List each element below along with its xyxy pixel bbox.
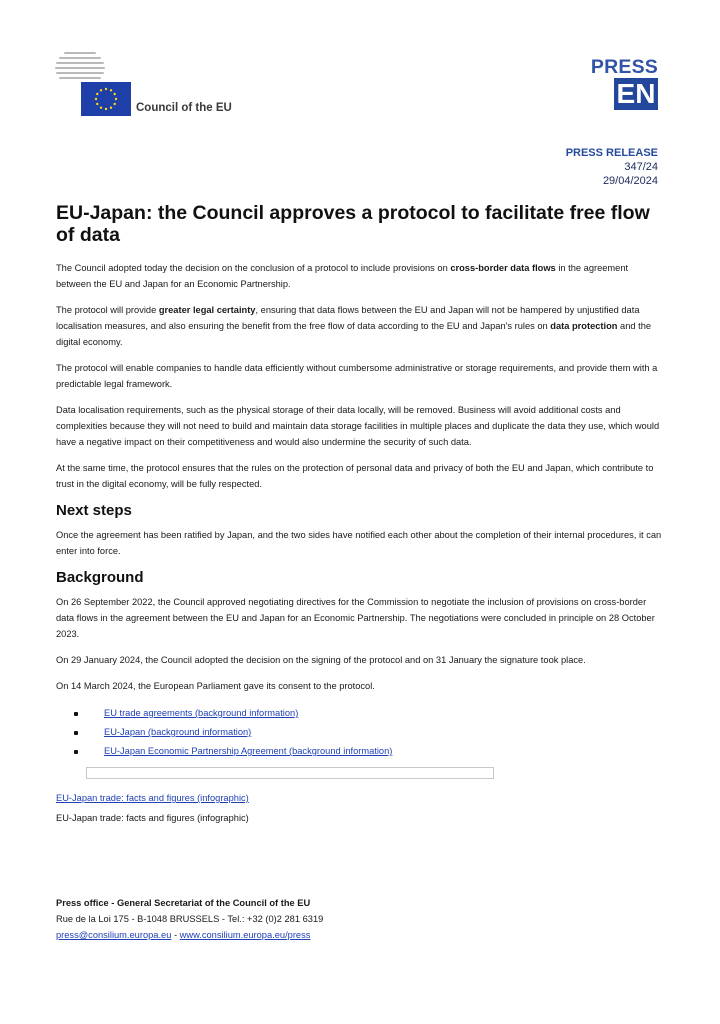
bold-text: data protection <box>550 321 618 331</box>
bold-text: cross-border data flows <box>450 263 556 273</box>
paragraph-background-1: On 26 September 2022, the Council approved negotiating directives for the Commission to negotiate the inclusion of provisions on cross-border data flows in the agreement between the EU and Japan for an Economic Partnership. The negotiations were concluded in principle on 28 October 2023. <box>56 597 655 639</box>
list-item <box>56 742 662 761</box>
press-badge-word: PRESS <box>590 56 658 78</box>
paragraph-companies: The protocol will enable companies to handle data efficiently without cumbersome administrative or storage requirements, and provide them with a predictable legal framework. <box>56 363 658 389</box>
next-steps-heading: Next steps <box>56 502 132 519</box>
text-run: , ensuring that data flows between the EU and Japan will not be hampered by unjustified data localisation measures, and also ensuring the benefit from the free flow of data according to the EU and Japan's rules on <box>56 305 640 331</box>
press-badge <box>578 56 658 110</box>
link-eu-japan[interactable]: EU-Japan (background information) <box>104 727 252 737</box>
eu-flag-icon <box>81 82 131 116</box>
building-stripes-icon <box>55 52 105 82</box>
release-number: 347/24 <box>624 161 658 173</box>
link-eu-trade-agreements[interactable]: EU trade agreements (background information) <box>104 708 299 718</box>
language-badge: EN <box>614 78 658 110</box>
release-type: PRESS RELEASE <box>565 147 658 159</box>
text-run: The protocol will provide <box>56 305 159 315</box>
related-links-list <box>56 704 662 761</box>
council-logo <box>55 52 255 118</box>
footer-contact <box>56 927 323 943</box>
background-heading: Background <box>56 569 144 586</box>
footer-title: Press office - General Secretariat of the Council of the EU <box>56 898 311 908</box>
text-run: in the agreement between the EU and Japan for an Economic Partnership. <box>56 263 629 289</box>
release-date: 29/04/2024 <box>602 175 658 187</box>
website-link[interactable]: www.consilium.europa.eu/press <box>179 930 311 940</box>
page-title: EU-Japan: the Council approves a protocol to facilitate free flow of data <box>56 202 650 246</box>
email-link[interactable]: press@consilium.europa.eu <box>56 930 172 940</box>
footer <box>56 895 323 943</box>
paragraph-localisation: Data localisation requirements, such as the physical storage of their data locally, will be removed. Business will avoid additional costs and complexities because they will not need to build and maintain data storage facilities in multiple places and duplicate the data they use, which would have a negative impact on their competitiveness and would also undermine the security of such data. <box>56 405 660 447</box>
footer-address: Rue de la Loi 175 - B-1048 BRUSSELS - Tel.: +32 (0)2 281 6319 <box>56 914 324 924</box>
infographic-caption: EU-Japan trade: facts and figures (infographic) <box>56 813 249 823</box>
bold-text: greater legal certainty <box>158 305 256 315</box>
infographic-link-wrapper <box>56 793 662 803</box>
list-item <box>56 704 662 723</box>
release-meta <box>566 146 658 188</box>
paragraph-next-steps: Once the agreement has been ratified by Japan, and the two sides have notified each other about the completion of their internal procedures, it can enter into force. <box>56 530 662 556</box>
text-run: and the digital economy. <box>56 321 652 347</box>
article-content <box>56 202 662 823</box>
link-eu-japan-epa[interactable]: EU-Japan Economic Partnership Agreement (background information) <box>104 746 393 756</box>
text-run: The Council adopted today the decision on the conclusion of a protocol to include provisions on <box>56 263 451 273</box>
paragraph-legal-certainty <box>56 302 662 350</box>
list-item <box>56 723 662 742</box>
embedded-frame <box>86 767 494 779</box>
paragraph-intro <box>56 260 662 292</box>
paragraph-background-3: On 14 March 2024, the European Parliament gave its consent to the protocol. <box>56 681 375 691</box>
org-name: Council of the EU <box>136 102 232 114</box>
footer-separator: - <box>171 930 180 940</box>
paragraph-privacy: At the same time, the protocol ensures that the rules on the protection of personal data and privacy of both the EU and Japan, which contribute to trust in the digital economy, will be fully respected. <box>56 463 654 489</box>
infographic-link[interactable]: EU-Japan trade: facts and figures (infographic) <box>56 793 249 803</box>
paragraph-background-2: On 29 January 2024, the Council adopted the decision on the signing of the protocol and on 31 January the signature took place. <box>56 655 586 665</box>
